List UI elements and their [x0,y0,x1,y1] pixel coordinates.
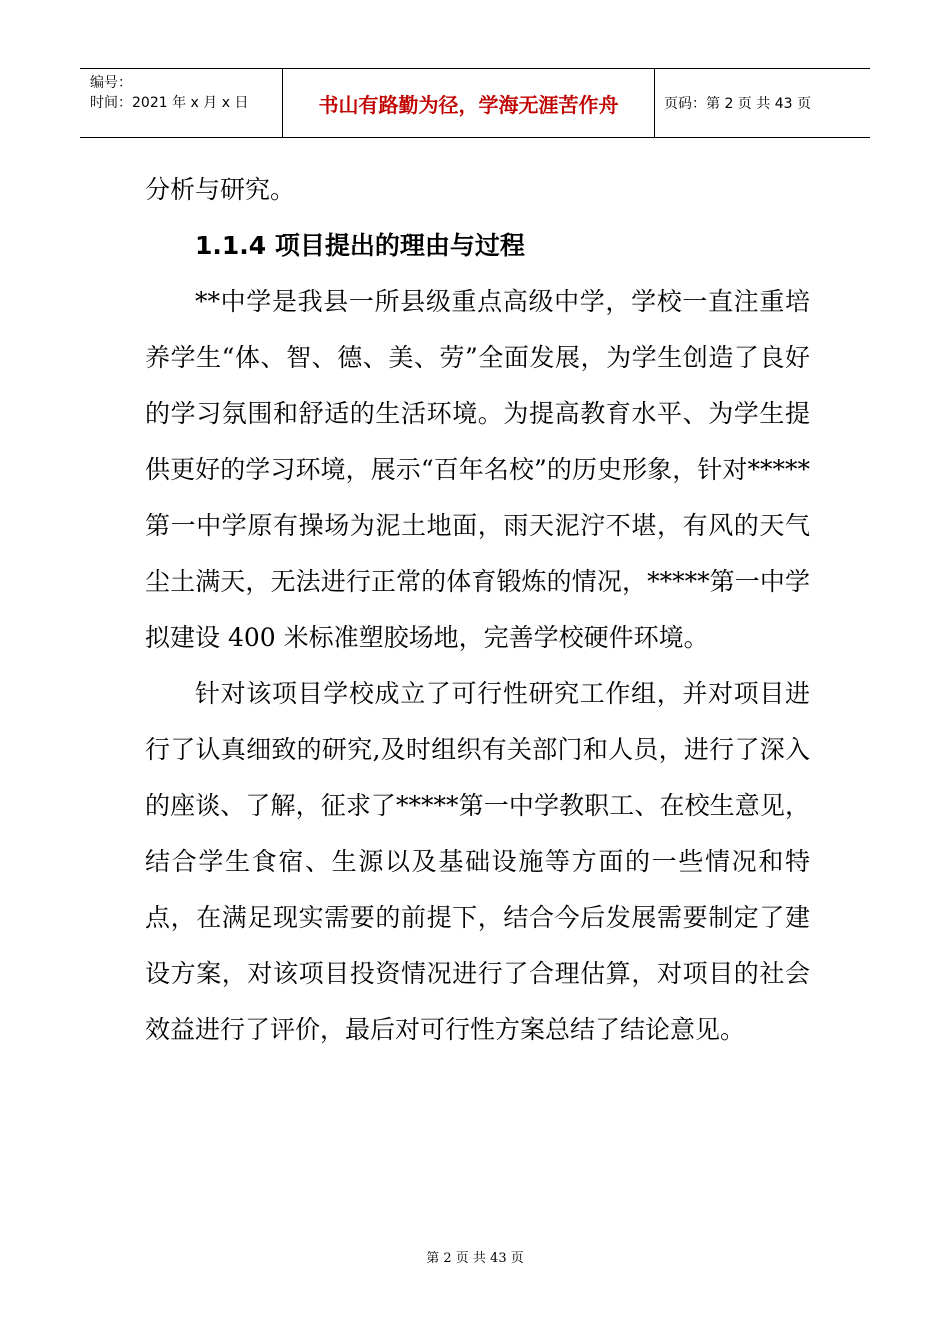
page-footer: 第 2 页 共 43 页 [426,1251,524,1266]
header-page-info: 页码：第 2 页 共 43 页 [664,96,811,112]
continuation-text: 分析与研究。 [145,175,296,204]
header-meta [90,73,280,113]
paragraph: **中学是我县一所县级重点高级中学，学校一直注重培养学生“体、智、德、美、劳”全面发展，为学生创造了良好的学习氛围和舒适的生活环境。为提高教育水平、为学生提供更好的学习环境，展示“百年名校”的历史形象，针对*****第一中学原有操场为泥土地面，雨天泥泞不堪，有风的天气尘土满天，无法进行正常的体育锻炼的情况，*****第一中学拟建设 400 米标准塑胶场地，完善学校硬件环境。 [145,287,810,652]
document-body [145,162,810,1058]
section-heading: 1.1.4 项目提出的理由与过程 [195,231,525,260]
serial-label: 编号： [90,75,132,91]
page-header [80,68,870,138]
header-motto: 书山有路勤为径，学海无涯苦作舟 [318,92,619,117]
header-divider [654,69,655,137]
time-label: 时间：2021 年 x 月 x 日 [90,95,249,111]
paragraph: 针对该项目学校成立了可行性研究工作组，并对项目进行了认真细致的研究,及时组织有关部门和人员，进行了深入的座谈、了解，征求了*****第一中学教职工、在校生意见，结合学生食宿、生源以及基础设施等方面的一些情况和特点，在满足现实需要的前提下，结合今后发展需要制定了建设方案，对该项目投资情况进行了合理估算，对项目的社会效益进行了评价，最后对可行性方案总结了结论意见。 [145,679,810,1044]
